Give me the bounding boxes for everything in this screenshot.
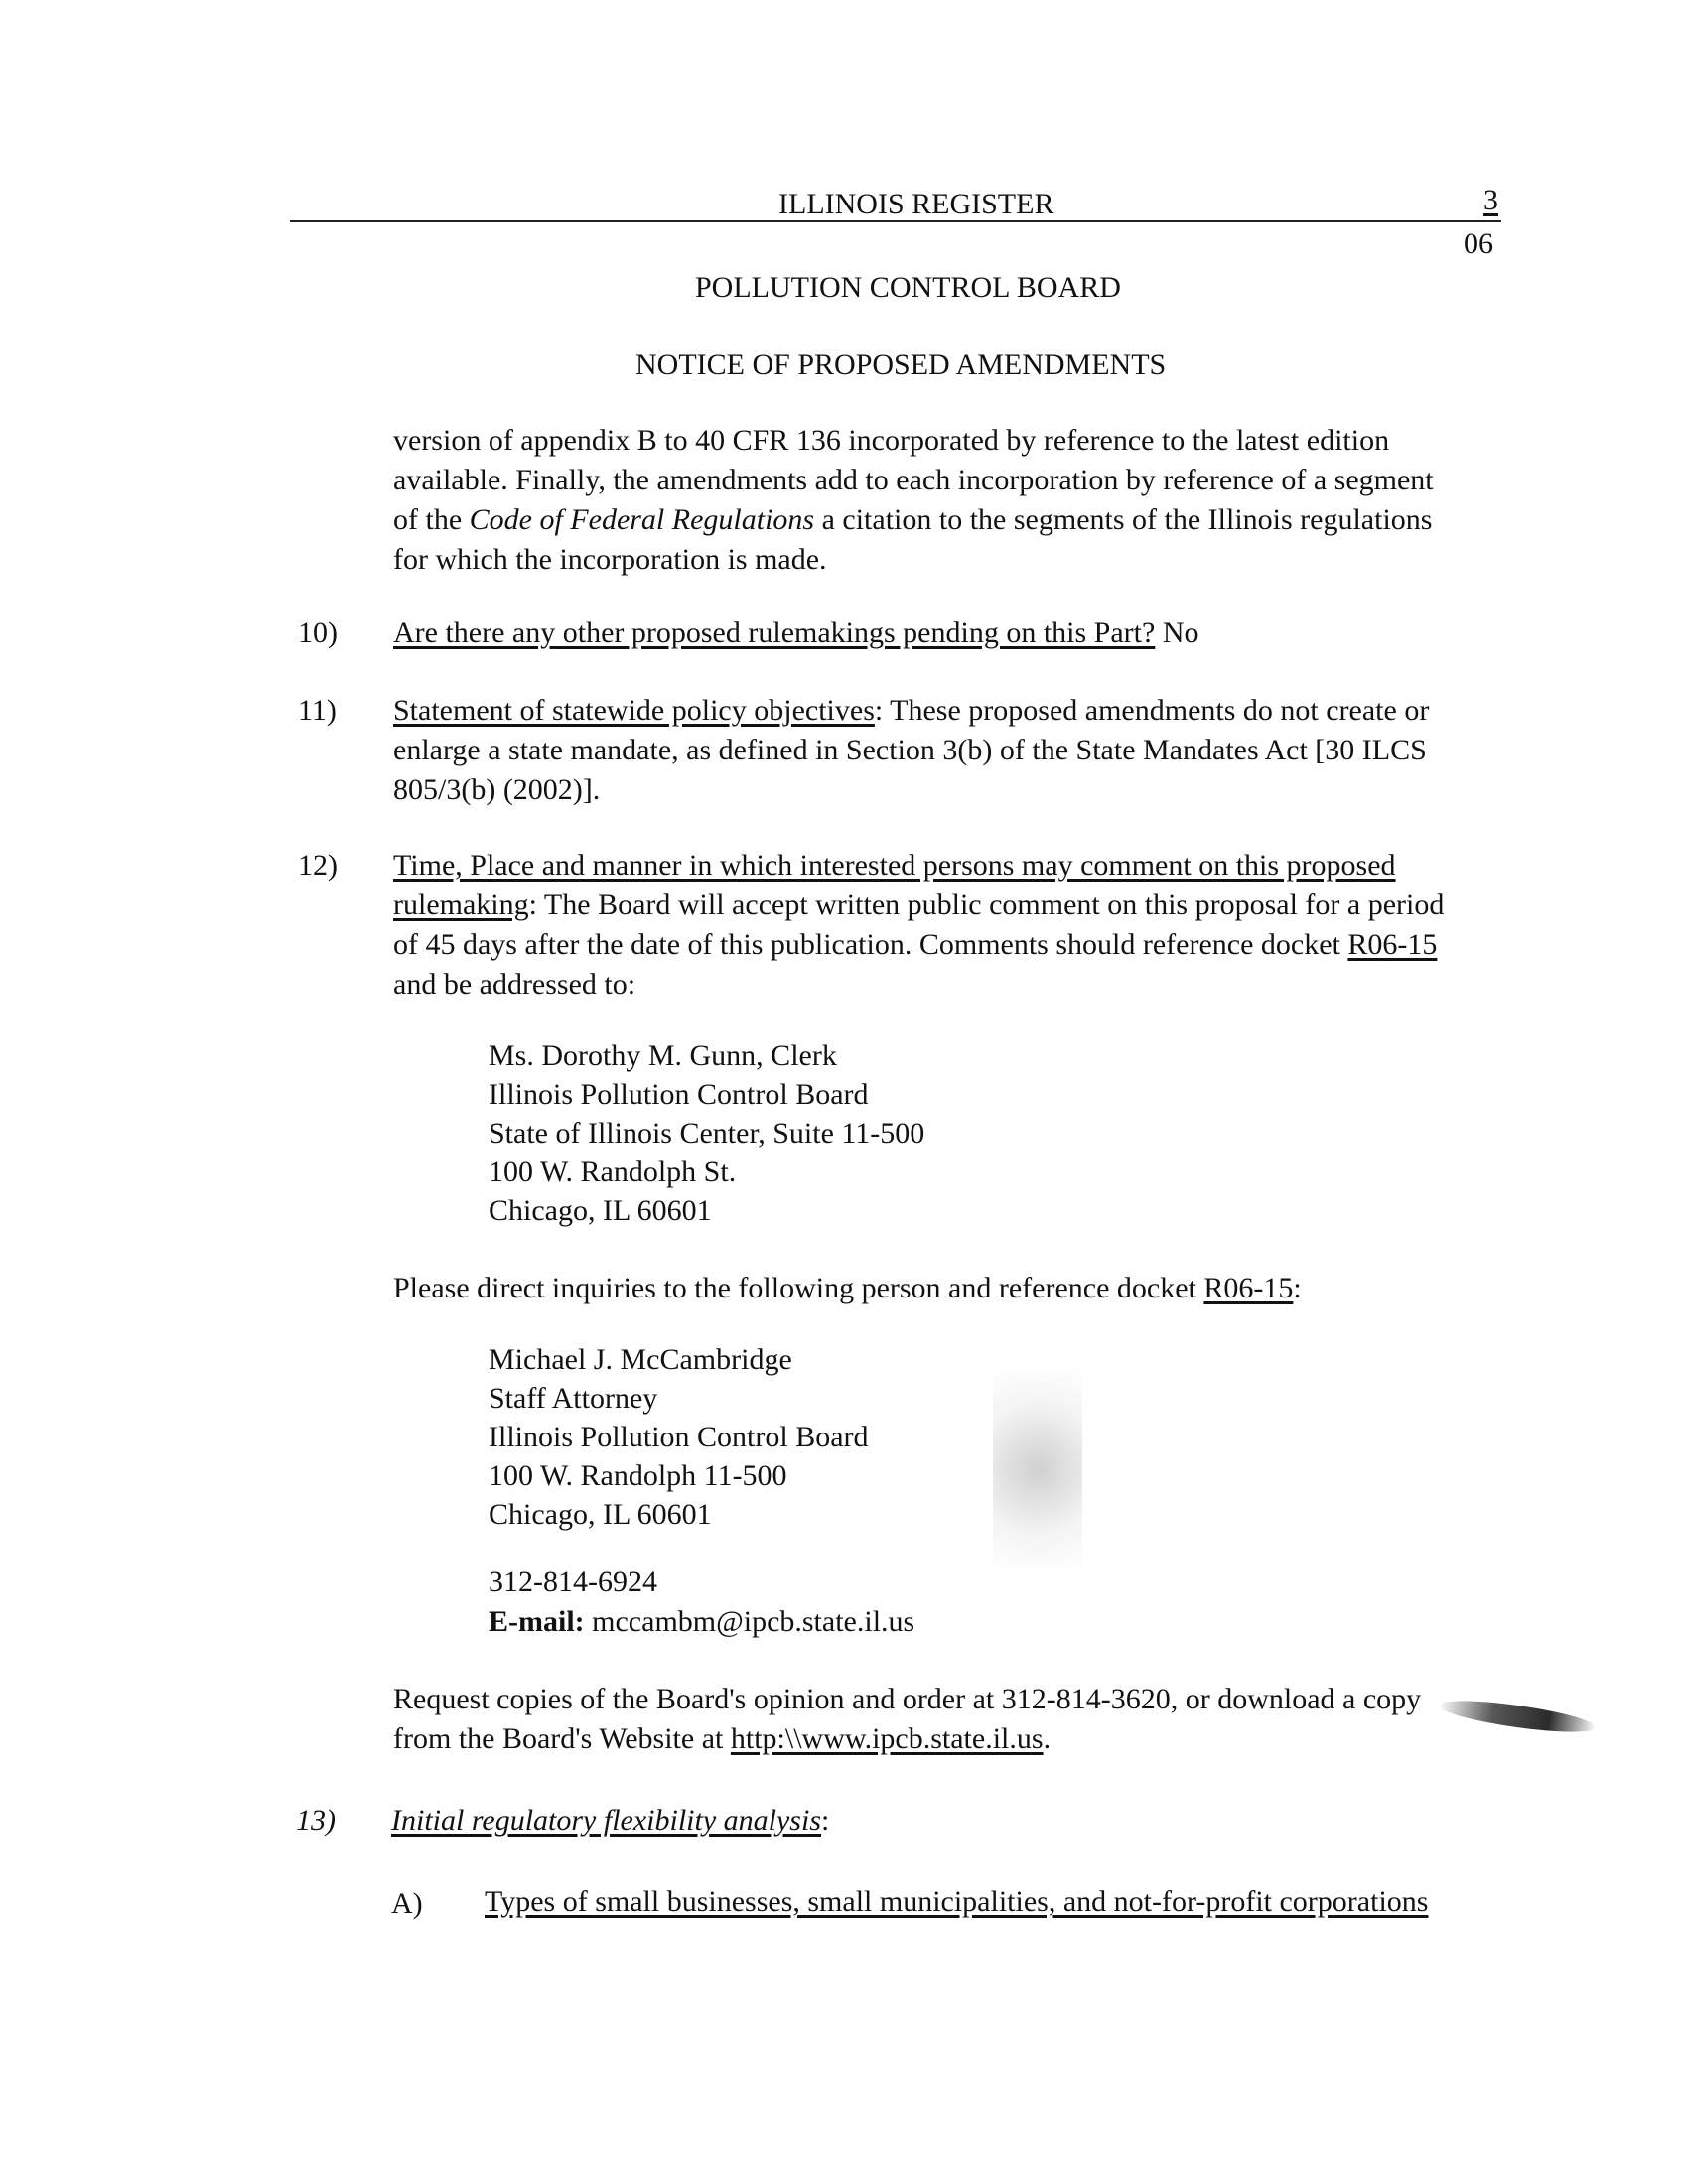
scan-speckle [993,1370,1082,1569]
intro-line: for which the incorporation is made. [393,543,827,576]
intro-line: of the Code of Federal Regulations a citation to the segments of the Illinois regulations [393,503,1433,536]
item-12-number: 12) [298,849,338,882]
header-rule [290,220,1501,222]
address-line: Chicago, IL 60601 [489,1498,712,1531]
contact-phone: 312-814-6924 [489,1566,657,1598]
issue-number: 06 [1464,227,1493,260]
item-10-text [393,614,1198,653]
address-line: Illinois Pollution Control Board [489,1421,869,1453]
item-13a-letter: A) [391,1887,423,1920]
contact-address [489,1340,869,1534]
email-address[interactable]: mccambm@ipcb.state.il.us [584,1605,915,1638]
docket-number: R06-15 [1203,1272,1294,1304]
item-10-answer: No [1155,616,1199,649]
scan-smudge [1437,1695,1598,1738]
contact-email [489,1602,914,1642]
docket-number: R06-15 [1347,928,1438,961]
intro-line: version of appendix B to 40 CFR 136 incorporated by reference to the latest edition [393,424,1390,457]
address-line: 100 W. Randolph 11-500 [489,1459,787,1492]
notice-title: NOTICE OF PROPOSED AMENDMENTS [635,348,1167,381]
address-line: Michael J. McCambridge [489,1343,792,1376]
clerk-address [489,1036,924,1230]
item-10-question: Are there any other proposed rulemakings pending on this Part? [393,616,1156,649]
address-line: Ms. Dorothy M. Gunn, Clerk [489,1039,837,1072]
agency-title: POLLUTION CONTROL BOARD [695,271,1121,304]
item-11-number: 11) [298,694,337,727]
address-line: Chicago, IL 60601 [489,1194,712,1227]
request-copies: Request copies of the Board's opinion and order at 312-814-3620, or download a copy from the Board's Website at http:\\www.ipcb.state.il.us. [393,1683,1422,1755]
item-13a-text: Types of small businesses, small municipalities, and not-for-profit corporations [485,1885,1429,1918]
item-13-number: 13) [296,1804,336,1837]
address-line: 100 W. Randolph St. [489,1156,737,1188]
cfr-title: Code of Federal Regulations [469,503,815,536]
item-12-label-line: rulemaking [393,888,529,921]
item-12-text: Time, Place and manner in which interested persons may comment on this proposed rulemaking: The Board will accept written public comment on this proposal for a period of 45 days after the date of this publication. Comments should reference docket R06-15 and be addressed to: [393,846,1444,1005]
address-line: State of Illinois Center, Suite 11-500 [489,1117,925,1150]
item-11-text: Statement of statewide policy objectives: These proposed amendments do not create or enlarge a state mandate, as defined in Section 3(b) of the State Mandates Act [30 ILCS 805/3(b) (2002)]. [393,694,1430,806]
page-number: 3 [1483,184,1498,216]
intro-paragraph [393,421,1434,580]
item-13-text: Initial regulatory flexibility analysis: [391,1804,830,1837]
address-line: Staff Attorney [489,1382,658,1415]
item-13-label: Initial regulatory flexibility analysis [391,1804,821,1837]
inquiries-line: Please direct inquiries to the following person and reference docket R06-15: [393,1272,1302,1304]
address-line: Illinois Pollution Control Board [489,1078,869,1111]
item-10-number: 10) [298,616,338,649]
board-website-link[interactable]: http:\\www.ipcb.state.il.us [730,1722,1044,1755]
register-title: ILLINOIS REGISTER [778,188,1054,220]
email-label: E-mail: [489,1605,585,1638]
item-12-label-line: Time, Place and manner in which interested persons may comment on this proposed [393,849,1396,882]
intro-line: available. Finally, the amendments add to each incorporation by reference of a segment [393,464,1434,496]
item-11-label: Statement of statewide policy objectives [393,694,875,727]
